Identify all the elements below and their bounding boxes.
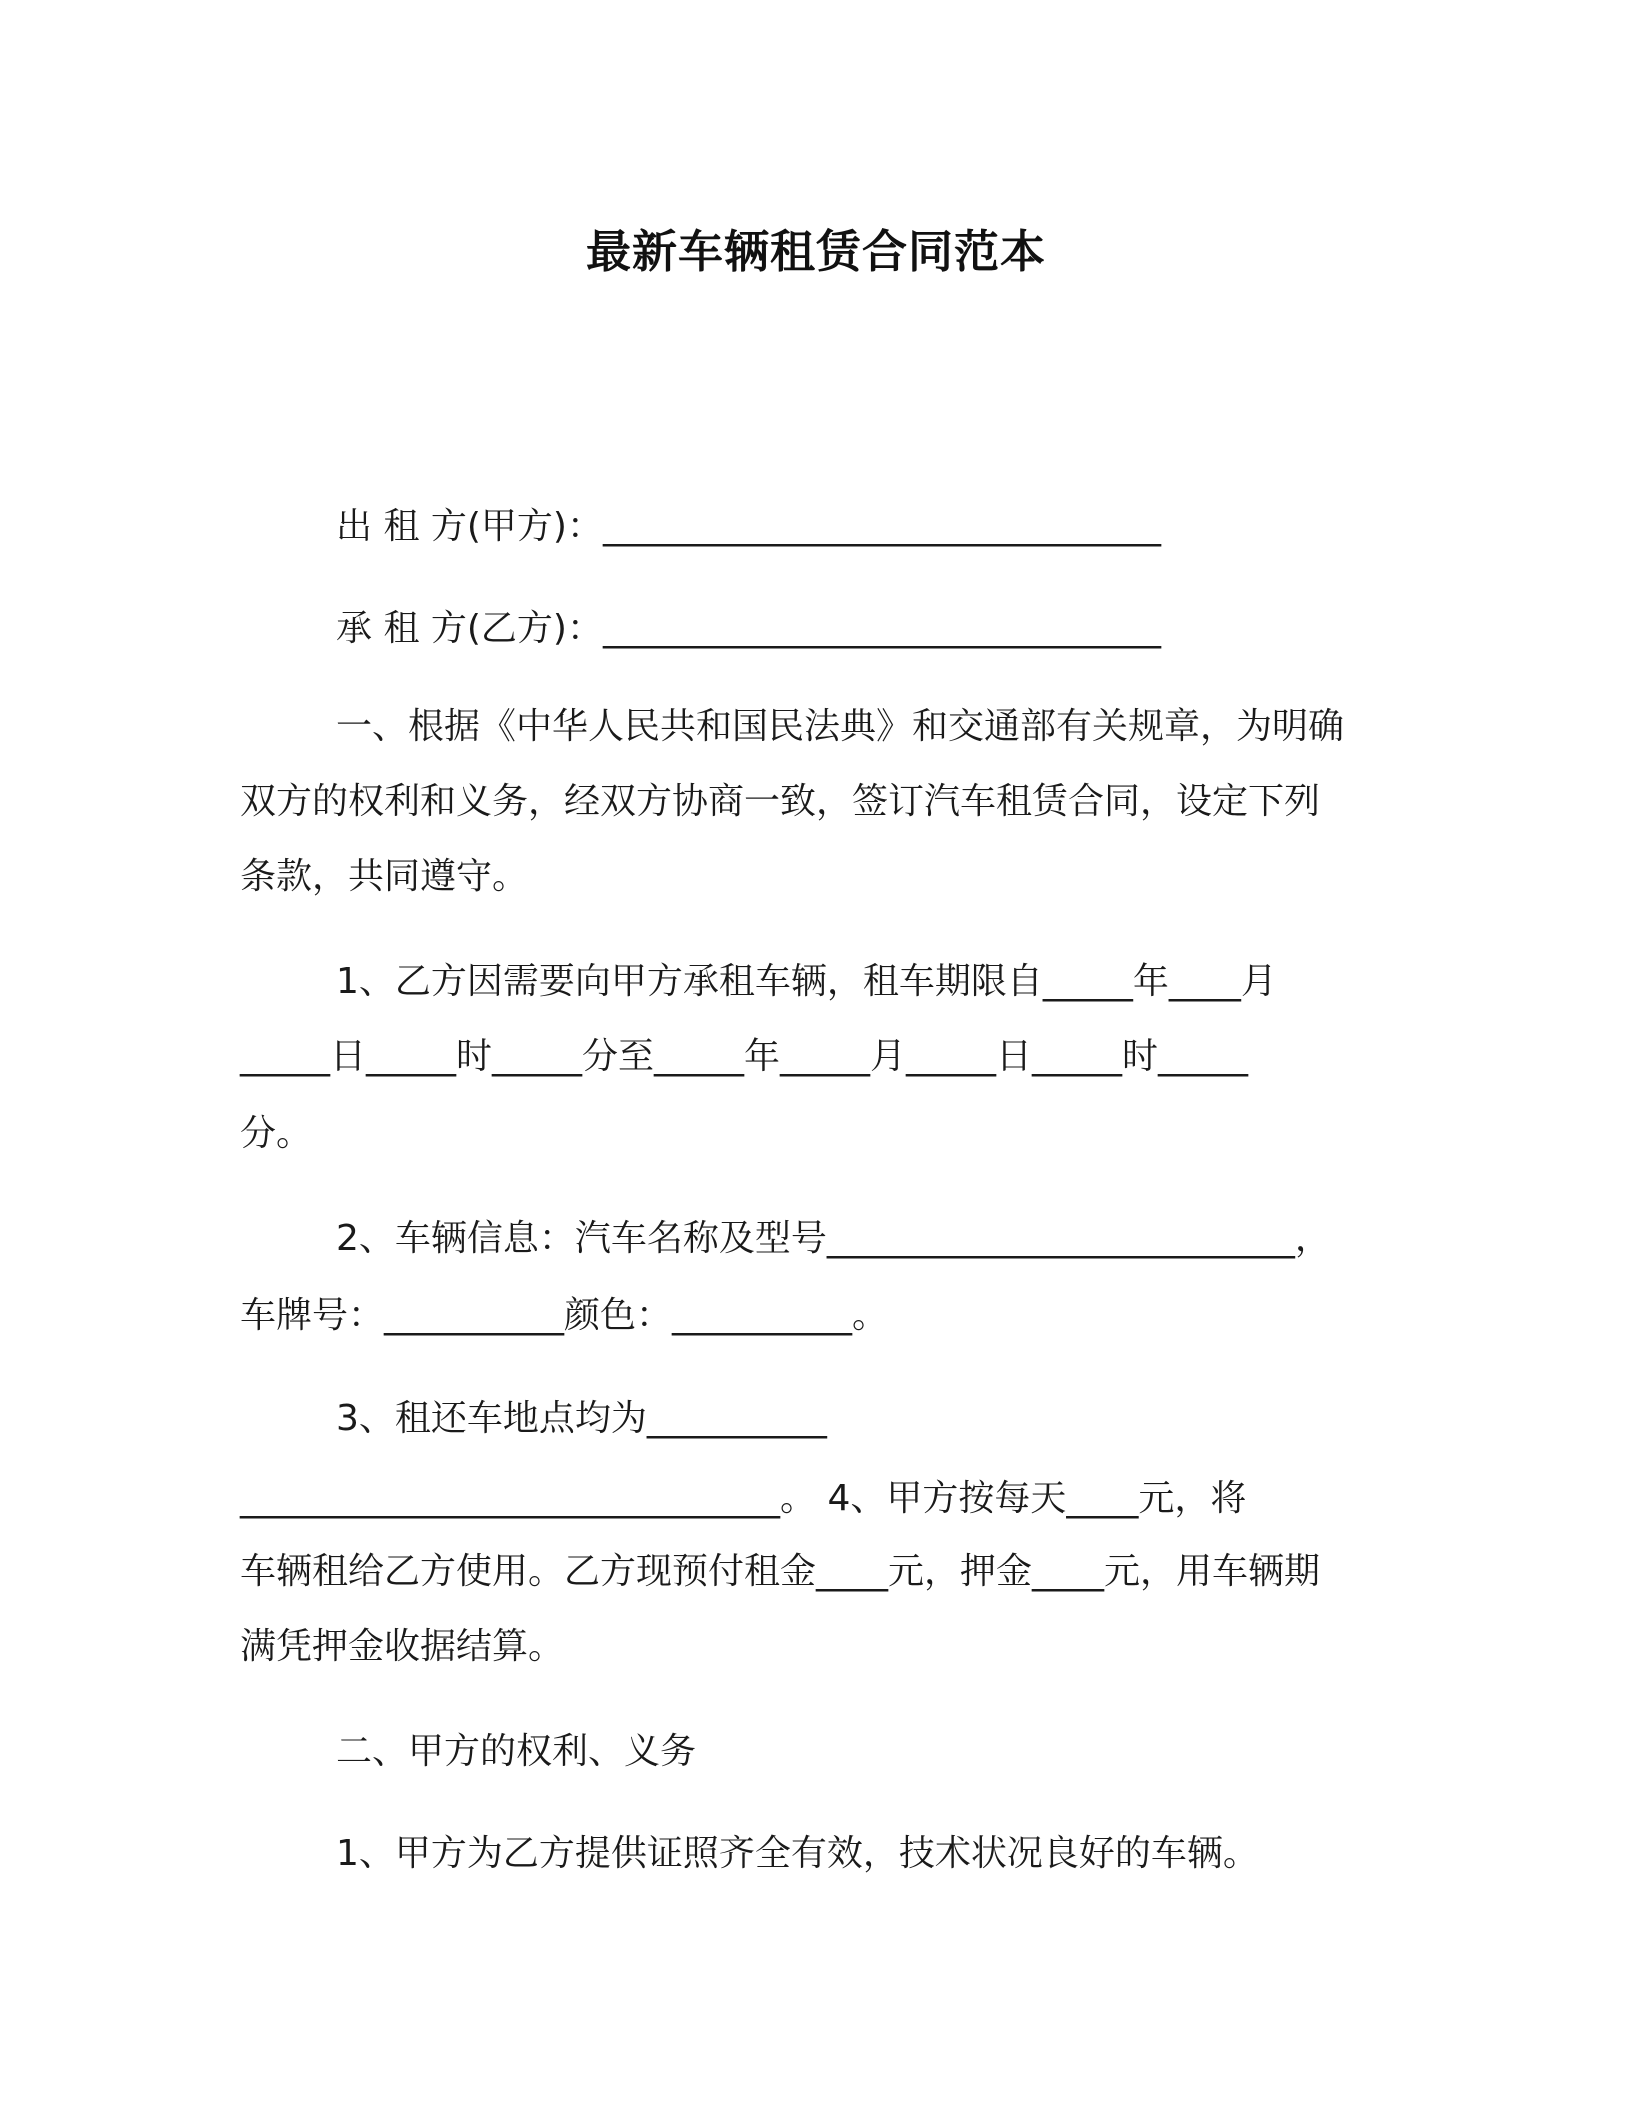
clause-2-line-1: 2、车辆信息：汽车名称及型号__________________________， (336, 1218, 1331, 1259)
lessee-field-line: 承 租 方(乙方)：_______________________________ (336, 608, 1161, 649)
clause-4-line-3: 满凭押金收据结算。 (240, 1626, 565, 1667)
lessor-field-line: 出 租 方(甲方)：_______________________________ (336, 506, 1161, 547)
section-one-line-2: 双方的权利和义务，经双方协商一致，签订汽车租赁合同，设定下列 (240, 781, 1321, 822)
section-one-line-3: 条款，共同遵守。 (240, 856, 529, 897)
section-one-line-1: 一、根据《中华人民共和国民法典》和交通部有关规章，为明确 (336, 706, 1345, 747)
document-title: 最新车辆租赁合同范本 (585, 225, 1046, 278)
clause-1-line-1: 1、乙方因需要向甲方承租车辆，租车期限自_____年____月 (336, 961, 1277, 1002)
clause-1-line-3: 分。 (240, 1113, 313, 1154)
clause-1-line-2: _____日_____时_____分至_____年_____月_____日_____时_____ (240, 1036, 1248, 1077)
clause-3-4-line: ______________________________。 4、甲方按每天____元，将 (240, 1478, 1247, 1519)
section-two-clause-1: 1、甲方为乙方提供证照齐全有效，技术状况良好的车辆。 (336, 1833, 1259, 1874)
clause-3-line-1: 3、租还车地点均为__________ (336, 1398, 827, 1439)
clause-2-line-2: 车牌号：__________颜色：__________。 (240, 1295, 889, 1336)
section-two-heading: 二、甲方的权利、义务 (336, 1731, 697, 1772)
clause-4-line-2: 车辆租给乙方使用。乙方现预付租金____元，押金____元，用车辆期 (240, 1551, 1321, 1592)
